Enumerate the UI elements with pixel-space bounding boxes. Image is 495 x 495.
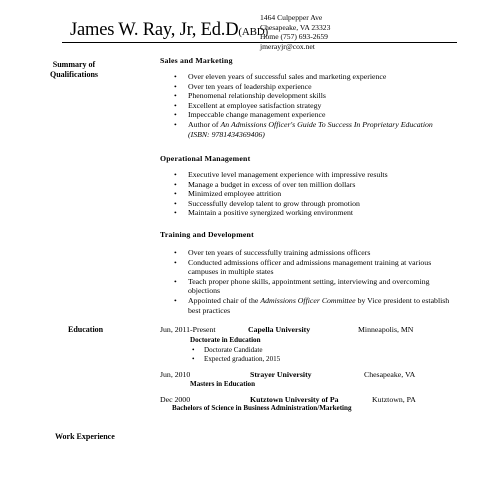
list-item: • Phenomenal relationship development skills (174, 91, 326, 101)
name-suffix: (ABD) (238, 26, 268, 38)
list-item (160, 296, 450, 315)
bullet-icon: • (174, 189, 177, 199)
sales-marketing-title: Sales and Marketing (160, 56, 233, 65)
list-item: • Impeccable change management experience (174, 110, 326, 120)
appointed-suffix: by Vice president to establish best practices (188, 295, 450, 315)
contact-phone: Home (757) 693-2659 (260, 32, 328, 42)
summary-heading-line2: Qualifications (50, 70, 99, 79)
education-date: Jun, 2010 (160, 370, 191, 379)
education-degree: Masters in Education (190, 380, 256, 388)
list-item: • Maintain a positive synergized working environment (174, 208, 354, 218)
resume-name (70, 20, 268, 41)
bullet-icon: • (192, 355, 195, 363)
summary-heading (50, 60, 98, 80)
bullet-icon: • (174, 119, 177, 129)
book-title: An Admissions Officer's Guide To Success In Proprietary Education (ISBN: 9781434369406) (188, 119, 433, 139)
contact-address: 1464 Culpepper Ave (260, 13, 323, 22)
bullet-icon: • (174, 257, 177, 267)
bullet-icon: • (174, 276, 177, 286)
education-location: Chesapeake, VA (364, 370, 416, 379)
bullet-icon: • (174, 248, 177, 257)
appointed-prefix: Appointed chair of the (188, 295, 261, 305)
bullet-icon: • (174, 198, 177, 208)
header-divider (62, 42, 457, 43)
bullet-icon: • (174, 91, 177, 101)
bullet-icon: • (174, 72, 177, 81)
list-item: • Conducted admissions officer and admissions management training at various campuses in multiple states (174, 257, 432, 277)
education-degree: Doctorate in Education (190, 336, 261, 344)
list-item: • Doctorate Candidate (192, 346, 263, 354)
training-development-title: Training and Development (160, 230, 254, 239)
operational-management-list (160, 170, 450, 218)
education-heading: Education (68, 325, 104, 334)
list-item: • Over ten years of successfully training admissions officers (174, 248, 371, 257)
bullet-icon: • (174, 100, 177, 110)
sales-marketing-list (160, 72, 450, 139)
list-item: • Over eleven years of successful sales and marketing experience (174, 72, 387, 81)
summary-heading-line1: Summary of (52, 60, 96, 69)
education-date: Jun, 2011-Present (160, 325, 216, 334)
bullet-icon: • (174, 170, 177, 179)
bullet-icon: • (174, 179, 177, 189)
training-development-list (160, 248, 450, 315)
education-school: Capella University (248, 325, 311, 334)
list-item (160, 120, 450, 139)
education-notes (190, 346, 280, 364)
list-item: • Executive level management experience with impressive results (174, 170, 388, 179)
education-degree: Bachelors of Science in Business Administration/Marketing (172, 404, 352, 412)
list-item: • Expected graduation, 2015 (192, 355, 281, 363)
education-school: Kutztown University of Pa (250, 395, 339, 404)
operational-management-title: Operational Management (160, 154, 251, 163)
list-item: • Excellent at employee satisfaction strategy (174, 100, 322, 110)
bullet-icon: • (174, 208, 177, 218)
bullet-icon: • (192, 346, 195, 354)
contact-block (260, 13, 330, 51)
author-prefix: Author of (188, 119, 221, 129)
education-location: Kutztown, PA (372, 395, 416, 404)
list-item: • Successfully develop talent to grow through promotion (174, 198, 360, 208)
list-item: • Manage a budget in excess of over ten million dollars (174, 179, 356, 189)
education-school: Strayer University (250, 370, 312, 379)
bullet-icon: • (174, 295, 177, 305)
education-location: Minneapolis, MN (358, 325, 414, 334)
contact-email[interactable]: jmerayjr@cox.net (260, 41, 315, 51)
education-date: Dec 2000 (160, 395, 191, 404)
committee-name: Admissions Officer Committee (260, 295, 356, 305)
name-text: James W. Ray, Jr, Ed.D (70, 20, 239, 40)
list-item: • Teach proper phone skills, appointment setting, interviewing and overcoming objections (174, 276, 430, 296)
list-item: • Over ten years of leadership experience (174, 81, 312, 91)
work-experience-heading: Work Experience (55, 432, 115, 441)
list-item: • Minimized employee attrition (174, 189, 282, 199)
bullet-icon: • (174, 110, 177, 120)
contact-city: Chesapeake, VA 23323 (260, 22, 331, 32)
bullet-icon: • (174, 81, 177, 91)
